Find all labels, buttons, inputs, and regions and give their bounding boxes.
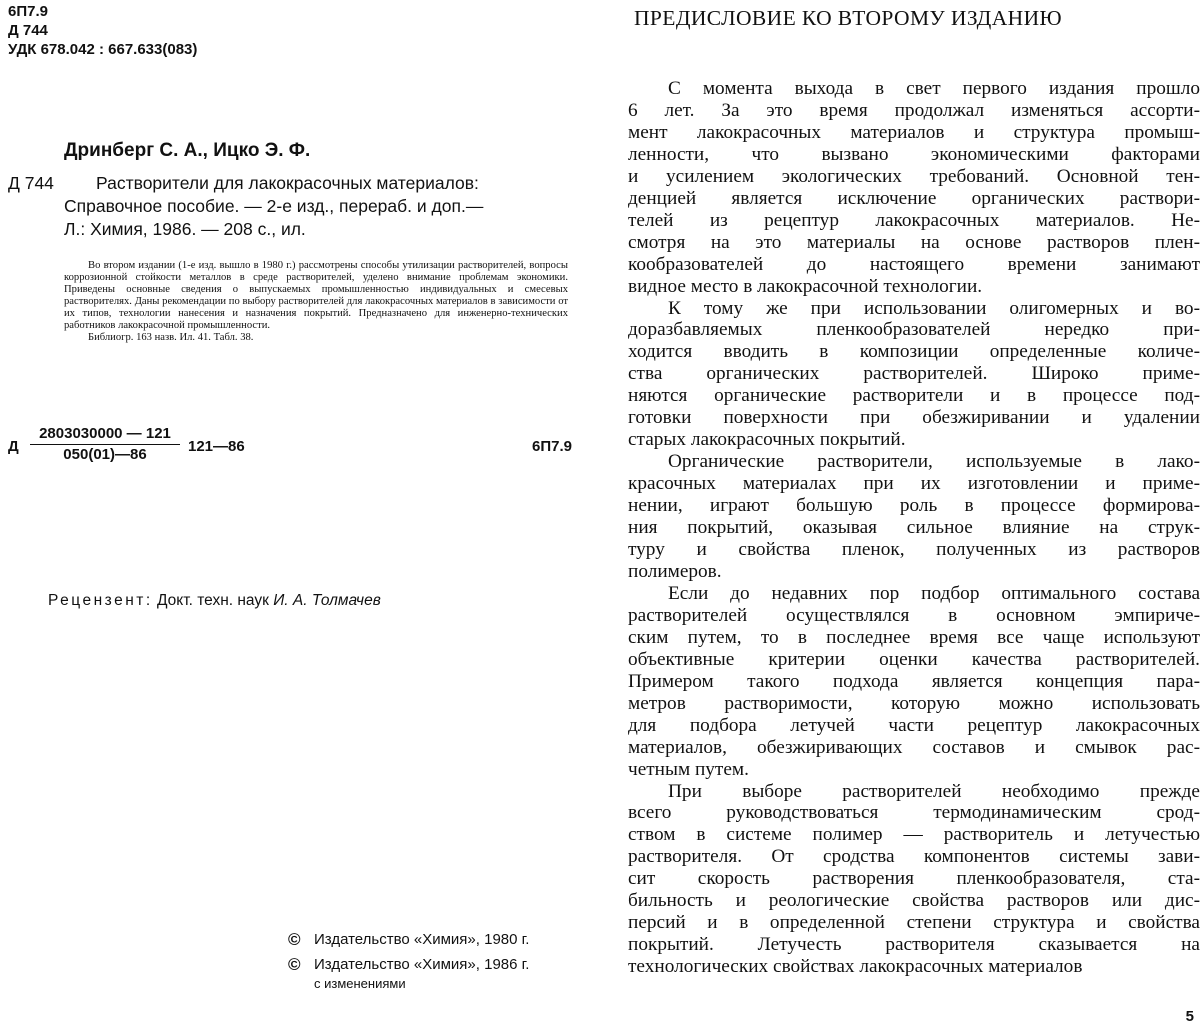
- preface-line: полимеров.: [628, 560, 722, 582]
- preface-line: для подбора летучей части рецептур лакокрасочных: [628, 714, 1200, 736]
- preface-line: покрытий. Летучесть растворителя сказывается на: [628, 934, 1200, 956]
- entry-title: Растворители для лакокрасочных материалов:: [96, 173, 479, 193]
- preface-line: материалов, обезжиривающих составов и смывок рас-: [628, 736, 1200, 758]
- entry-edition: Справочное пособие. — 2-е изд., перераб. и доп.—: [64, 196, 484, 216]
- copyright-block: [288, 930, 529, 999]
- preface-line: четным путем.: [628, 758, 749, 780]
- copyright-text: Издательство «Химия», 1986 г.: [314, 956, 530, 973]
- preface-line: смотря на это материалы на основе растворов плен-: [628, 231, 1200, 253]
- page-number: 5: [1185, 1008, 1194, 1025]
- preface-line: персий и в определенной степени структура и свойства: [628, 912, 1200, 934]
- preface-line: сит скорость растворения пленкообразователя, ста-: [628, 868, 1200, 890]
- index-suffix: 121—86: [188, 438, 245, 455]
- copyright-1986: [288, 955, 529, 993]
- preface-line: бильность и реологические свойства растворов или дис-: [628, 890, 1200, 912]
- preface-line: Если до недавних пор подбор оптимального состава: [668, 582, 1200, 604]
- preface-line: ходится вводить в композиции определенные количе-: [628, 341, 1200, 363]
- preface-line: растворителя. От сродства компонентов системы зави-: [628, 846, 1200, 868]
- preface-line: нении, играют большую роль в процессе формирова-: [628, 495, 1200, 517]
- entry-imprint: Л.: Химия, 1986. — 208 с., ил.: [64, 219, 306, 239]
- preface-line: 6 лет. За это время продолжал изменяться ассорти-: [628, 99, 1200, 121]
- classification-codes: [8, 2, 197, 59]
- annotation-text: Во втором издании (1-е изд. вышло в 1980 г.) рассмотрены способы утилизации растворителей, вопросы коррозионной стойкости металлов в среде растворителей, уделено внимание проблемам экономики. Приведены основные сведения о выпускаемых промышленностью индивидуальных и смесевых растворителях. Даны рекомендации по выбору растворителей для лакокрасочных материалов в зависимости от их типов, технологии нанесения и назначения покрытий. Предназначено для инженерно-технических работников лакокрасочной промышленности.: [64, 260, 568, 331]
- preface-line: мент лакокрасочных материалов и структура промыш-: [628, 121, 1200, 143]
- copyright-icon: ©: [288, 930, 301, 949]
- copyright-1980: [288, 930, 529, 949]
- preface-line: и усилением экологических требований. Основной тен-: [628, 165, 1200, 187]
- preface-line: всего руководствоваться термодинамическим срод-: [628, 802, 1200, 824]
- right-page: [610, 0, 1200, 1033]
- preface-line: С момента выхода в свет первого издания прошло: [668, 78, 1200, 99]
- copyright-note: с изменениями: [314, 976, 406, 991]
- reviewer-title: Докт. техн. наук: [157, 592, 269, 609]
- authors: Дринберг С. А., Ицко Э. Ф.: [64, 140, 311, 161]
- preface-heading: ПРЕДИСЛОВИЕ КО ВТОРОМУ ИЗДАНИЮ: [634, 6, 1063, 30]
- preface-line: старых лакокрасочных покрытий.: [628, 429, 906, 451]
- preface-line: готовки поверхности при обезжиривании и удалении: [628, 407, 1200, 429]
- copyright-text: Издательство «Химия», 1980 г.: [314, 931, 530, 948]
- author-mark: Д 744: [8, 22, 48, 39]
- reviewer-name: И. А. Толмачев: [273, 592, 381, 609]
- preface-line: метров растворимости, которую можно использовать: [628, 692, 1200, 714]
- entry-code: Д 744: [8, 173, 54, 193]
- index-fraction: [30, 424, 180, 465]
- preface-body: [628, 78, 1200, 978]
- preface-line: ства органических растворителей. Широко приме-: [628, 363, 1200, 385]
- copyright-icon: ©: [288, 955, 301, 974]
- index-numerator: 2803030000 — 121: [30, 424, 180, 445]
- preface-line: кообразователей до настоящего времени занимают: [628, 253, 1200, 275]
- preface-line: видное место в лакокрасочной технологии.: [628, 275, 983, 297]
- reviewer: [48, 592, 381, 610]
- udc-code: УДК 678.042 : 667.633(083): [8, 41, 198, 58]
- preface-line: туру и свойства пленок, полученных из растворов: [628, 539, 1200, 561]
- index-denominator: 050(01)—86: [63, 446, 147, 463]
- preface-line: ния покрытий, оказывая сильное влияние на струк-: [628, 517, 1200, 539]
- publication-index: [8, 424, 572, 468]
- bbk-code: 6П7.9: [8, 3, 48, 20]
- index-prefix: Д: [8, 438, 19, 455]
- preface-line: Примером такого подхода является концепция пара-: [628, 670, 1200, 692]
- bibliographic-entry: [8, 172, 573, 241]
- preface-line: красочных материалах при их изготовлении и приме-: [628, 473, 1200, 495]
- reviewer-label: Рецензент:: [48, 592, 153, 609]
- preface-line: ским путем, то в последнее время все чаще используют: [628, 626, 1200, 648]
- biblio-stats: Библиогр. 163 назв. Ил. 41. Табл. 38.: [88, 332, 254, 343]
- index-right-code: 6П7.9: [532, 438, 572, 455]
- preface-line: растворителей осуществлялся в основном эмпириче-: [628, 604, 1200, 626]
- left-page: [0, 0, 590, 1033]
- preface-line: К тому же при использовании олигомерных и во-: [668, 297, 1200, 319]
- preface-line: телей из рецептур лакокрасочных материалов. Не-: [628, 209, 1200, 231]
- preface-line: При выборе растворителей необходимо прежде: [668, 780, 1200, 802]
- preface-line: няются органические растворители и в процессе под-: [628, 385, 1200, 407]
- preface-line: объективные критерии оценки качества растворителей.: [628, 648, 1200, 670]
- preface-line: Органические растворители, используемые в лако-: [668, 451, 1200, 473]
- annotation: [64, 260, 568, 344]
- preface-line: ленности, что вызвано экономическими факторами: [628, 143, 1200, 165]
- preface-line: ством в системе полимер — растворитель и летучестью: [628, 824, 1200, 846]
- preface-line: технологических свойствах лакокрасочных материалов: [628, 956, 1083, 978]
- preface-line: денцией является исключение органических раствори-: [628, 187, 1200, 209]
- preface-line: доразбавляемых пленкообразователей нередко при-: [628, 319, 1200, 341]
